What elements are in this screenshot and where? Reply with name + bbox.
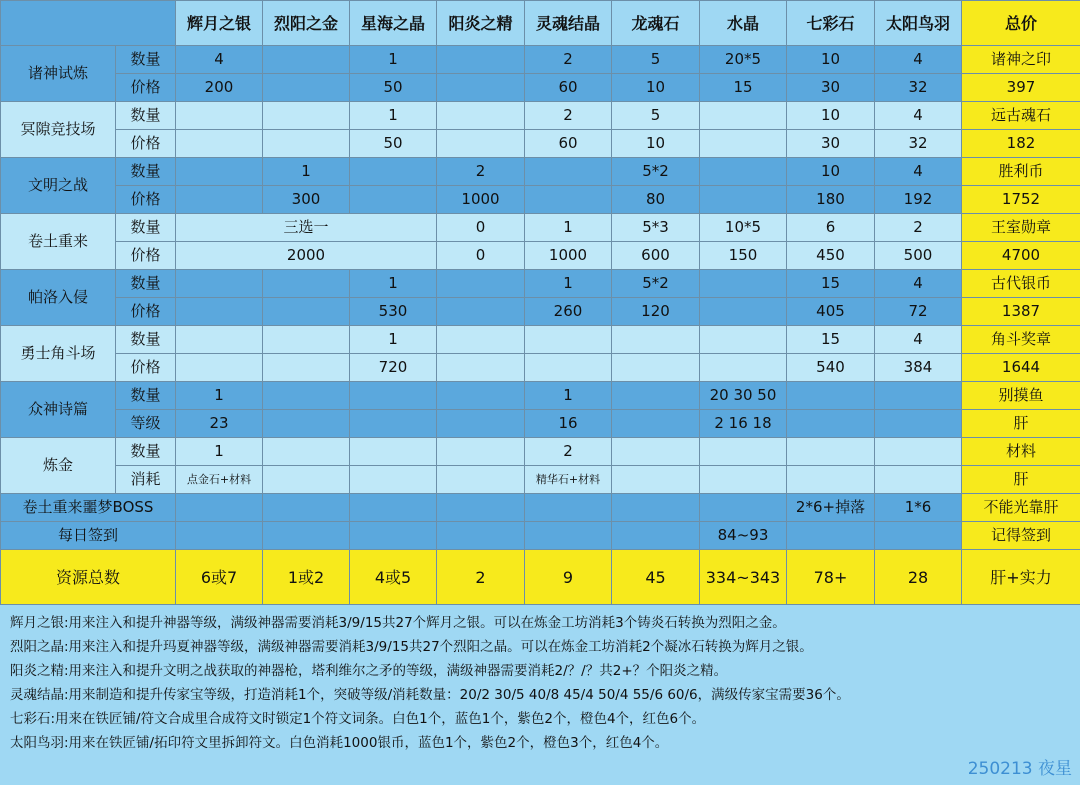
table-cell: 1 — [350, 102, 437, 130]
note-line: 七彩石:用来在铁匠铺/符文合成里合成符文时锁定1个符文词条。白色1个，蓝色1个，紫色2个，橙色4个，红色6个。 — [10, 711, 706, 727]
table-cell: 1000 — [525, 242, 612, 270]
table-cell: 10 — [787, 158, 875, 186]
table-cell — [263, 102, 350, 130]
row-category: 众神诗篇 — [1, 382, 116, 438]
table-cell — [700, 130, 787, 158]
table-cell — [437, 102, 525, 130]
table-cell — [176, 158, 263, 186]
table-row — [1, 298, 1080, 326]
row-sublabel: 数量 — [116, 270, 176, 298]
table-cell: 5*3 — [612, 214, 700, 242]
table-cell — [263, 466, 350, 494]
table-cell — [176, 130, 263, 158]
table-cell: 23 — [176, 410, 263, 438]
table-cell: 5*2 — [612, 158, 700, 186]
table-cell: 2 16 18 — [700, 410, 787, 438]
column-header: 太阳鸟羽 — [875, 1, 962, 46]
table-cell — [176, 522, 263, 550]
table-cell: 三选一 — [176, 214, 437, 242]
table-cell: 32 — [875, 130, 962, 158]
total-cell: 182 — [962, 130, 1080, 158]
table-cell: 2 — [525, 438, 612, 466]
table-cell — [700, 354, 787, 382]
note-line: 阳炎之精:用来注入和提升文明之战获取的神器枪，塔利维尔之矛的等级，满级神器需要消耗2/？/？共2+？个阳炎之精。 — [10, 663, 728, 679]
table-cell — [525, 522, 612, 550]
table-cell: 50 — [350, 130, 437, 158]
header-corner — [1, 1, 176, 46]
table-cell: 30 — [787, 130, 875, 158]
table-cell — [612, 382, 700, 410]
table-cell — [437, 270, 525, 298]
table-cell — [525, 354, 612, 382]
row-sublabel: 数量 — [116, 382, 176, 410]
total-cell: 397 — [962, 74, 1080, 102]
row-category: 诸神试炼 — [1, 46, 116, 102]
table-cell: 5*2 — [612, 270, 700, 298]
table-cell — [700, 326, 787, 354]
table-cell: 4 — [875, 326, 962, 354]
table-cell: 5 — [612, 46, 700, 74]
column-header: 龙魂石 — [612, 1, 700, 46]
table-cell: 20 30 50 — [700, 382, 787, 410]
table-row — [1, 466, 1080, 494]
row-sublabel: 等级 — [116, 410, 176, 438]
table-cell — [263, 410, 350, 438]
table-cell: 6 — [787, 214, 875, 242]
row-sublabel: 数量 — [116, 438, 176, 466]
row-sublabel: 价格 — [116, 130, 176, 158]
table-cell — [437, 130, 525, 158]
table-cell — [875, 466, 962, 494]
table-cell: 32 — [875, 74, 962, 102]
column-header: 水晶 — [700, 1, 787, 46]
row-category: 勇士角斗场 — [1, 326, 116, 382]
table-cell: 150 — [700, 242, 787, 270]
table-cell — [612, 354, 700, 382]
table-cell — [700, 298, 787, 326]
column-header: 星海之晶 — [350, 1, 437, 46]
table-row — [1, 494, 1080, 522]
table-cell: 1 — [176, 382, 263, 410]
total-cell: 诸神之印 — [962, 46, 1080, 74]
table-cell: 1 — [350, 46, 437, 74]
table-row — [1, 186, 1080, 214]
table-cell: 5 — [612, 102, 700, 130]
table-cell: 4 — [176, 46, 263, 74]
table-cell — [787, 466, 875, 494]
row-category: 每日签到 — [1, 522, 176, 550]
table-cell: 300 — [263, 186, 350, 214]
table-cell: 192 — [875, 186, 962, 214]
column-header: 烈阳之金 — [263, 1, 350, 46]
total-cell: 1387 — [962, 298, 1080, 326]
table-cell: 16 — [525, 410, 612, 438]
table-cell — [263, 46, 350, 74]
table-cell — [525, 186, 612, 214]
summary-cell: 6或7 — [176, 550, 263, 605]
table-cell: 1 — [525, 214, 612, 242]
table-cell: 72 — [875, 298, 962, 326]
row-sublabel: 价格 — [116, 298, 176, 326]
note-line: 太阳鸟羽:用来在铁匠铺/拓印符文里拆卸符文。白色消耗1000银币，蓝色1个，紫色2个，橙色3个，红色4个。 — [10, 735, 669, 751]
table-cell: 0 — [437, 242, 525, 270]
table-row — [1, 410, 1080, 438]
table-cell — [350, 522, 437, 550]
summary-cell: 9 — [525, 550, 612, 605]
table-cell — [350, 382, 437, 410]
note-line: 烈阳之晶:用来注入和提升玛夏神器等级，满级神器需要消耗3/9/15共27个烈阳之晶。可以在炼金工坊消耗2个凝冰石转换为辉月之银。 — [10, 639, 813, 655]
total-cell: 远古魂石 — [962, 102, 1080, 130]
table-cell: 30 — [787, 74, 875, 102]
row-category: 炼金 — [1, 438, 116, 494]
notes-section — [10, 611, 1076, 755]
table-row — [1, 326, 1080, 354]
table-cell — [176, 494, 263, 522]
table-cell: 15 — [787, 326, 875, 354]
summary-row — [1, 550, 1080, 605]
summary-cell: 1或2 — [263, 550, 350, 605]
table-cell — [787, 410, 875, 438]
row-sublabel: 消耗 — [116, 466, 176, 494]
table-cell: 15 — [787, 270, 875, 298]
total-cell: 古代银币 — [962, 270, 1080, 298]
total-cell: 王室勋章 — [962, 214, 1080, 242]
column-header: 辉月之银 — [176, 1, 263, 46]
table-cell — [263, 298, 350, 326]
table-cell — [176, 326, 263, 354]
column-header: 七彩石 — [787, 1, 875, 46]
row-sublabel: 数量 — [116, 158, 176, 186]
table-cell — [263, 438, 350, 466]
table-cell: 4 — [875, 46, 962, 74]
table-cell: 200 — [176, 74, 263, 102]
table-cell — [787, 522, 875, 550]
table-cell — [350, 158, 437, 186]
row-category: 卷土重来 — [1, 214, 116, 270]
table-row — [1, 438, 1080, 466]
table-cell — [700, 466, 787, 494]
table-cell — [263, 326, 350, 354]
table-cell: 20*5 — [700, 46, 787, 74]
total-cell: 记得签到 — [962, 522, 1080, 550]
table-cell: 1 — [350, 326, 437, 354]
total-cell: 4700 — [962, 242, 1080, 270]
table-row — [1, 74, 1080, 102]
table-cell: 50 — [350, 74, 437, 102]
table-cell — [176, 354, 263, 382]
table-cell: 2 — [875, 214, 962, 242]
table-cell — [437, 410, 525, 438]
row-sublabel: 数量 — [116, 214, 176, 242]
table-cell — [875, 382, 962, 410]
table-cell: 180 — [787, 186, 875, 214]
table-cell: 2*6+掉落 — [787, 494, 875, 522]
column-header: 阳炎之精 — [437, 1, 525, 46]
table-cell — [437, 382, 525, 410]
table-cell — [875, 522, 962, 550]
table-cell: 540 — [787, 354, 875, 382]
table-cell — [700, 158, 787, 186]
table-cell: 1 — [525, 382, 612, 410]
table-cell — [612, 438, 700, 466]
table-cell — [437, 46, 525, 74]
table-cell — [350, 466, 437, 494]
table-cell: 60 — [525, 130, 612, 158]
table-cell: 84~93 — [700, 522, 787, 550]
table-cell — [437, 438, 525, 466]
table-cell — [612, 410, 700, 438]
table-cell — [176, 270, 263, 298]
table-cell: 4 — [875, 158, 962, 186]
table-cell — [350, 410, 437, 438]
total-cell: 1752 — [962, 186, 1080, 214]
table-cell — [176, 186, 263, 214]
table-cell — [875, 410, 962, 438]
table-row — [1, 522, 1080, 550]
row-sublabel: 数量 — [116, 46, 176, 74]
table-cell — [350, 186, 437, 214]
table-cell: 450 — [787, 242, 875, 270]
row-category: 帕洛入侵 — [1, 270, 116, 326]
table-cell: 2 — [525, 46, 612, 74]
summary-total: 肝+实力 — [962, 550, 1080, 605]
table-cell: 10 — [787, 46, 875, 74]
table-cell: 15 — [700, 74, 787, 102]
table-cell — [263, 130, 350, 158]
table-row — [1, 130, 1080, 158]
header-row — [1, 1, 1080, 46]
author-signature: 250213 夜星 — [967, 759, 1072, 779]
table-cell: 720 — [350, 354, 437, 382]
table-cell — [263, 522, 350, 550]
row-sublabel: 数量 — [116, 326, 176, 354]
table-cell — [176, 102, 263, 130]
table-cell — [176, 298, 263, 326]
row-sublabel: 价格 — [116, 186, 176, 214]
table-row — [1, 46, 1080, 74]
table-cell — [875, 438, 962, 466]
total-cell: 胜利币 — [962, 158, 1080, 186]
table-cell: 405 — [787, 298, 875, 326]
summary-cell: 334~343 — [700, 550, 787, 605]
table-cell — [437, 354, 525, 382]
table-cell: 1 — [263, 158, 350, 186]
table-cell: 1 — [176, 438, 263, 466]
total-cell: 材料 — [962, 438, 1080, 466]
table-cell: 120 — [612, 298, 700, 326]
table-cell: 384 — [875, 354, 962, 382]
table-cell — [525, 494, 612, 522]
table-cell: 10*5 — [700, 214, 787, 242]
summary-cell: 2 — [437, 550, 525, 605]
table-cell — [437, 466, 525, 494]
table-cell: 2 — [437, 158, 525, 186]
table-cell — [612, 494, 700, 522]
row-sublabel: 价格 — [116, 354, 176, 382]
table-cell — [612, 522, 700, 550]
summary-cell: 78+ — [787, 550, 875, 605]
table-cell — [263, 382, 350, 410]
summary-cell: 4或5 — [350, 550, 437, 605]
table-cell — [437, 74, 525, 102]
table-row — [1, 214, 1080, 242]
table-cell — [437, 494, 525, 522]
table-cell — [350, 494, 437, 522]
table-row — [1, 270, 1080, 298]
table-cell: 2000 — [176, 242, 437, 270]
summary-cell: 45 — [612, 550, 700, 605]
table-cell: 4 — [875, 270, 962, 298]
table-cell: 1*6 — [875, 494, 962, 522]
row-sublabel: 价格 — [116, 74, 176, 102]
table-row — [1, 354, 1080, 382]
table-cell — [263, 270, 350, 298]
row-category: 冥隙竞技场 — [1, 102, 116, 158]
total-cell: 肝 — [962, 466, 1080, 494]
table-row — [1, 102, 1080, 130]
table-cell — [700, 270, 787, 298]
table-cell: 60 — [525, 74, 612, 102]
table-cell — [700, 438, 787, 466]
total-cell: 不能光靠肝 — [962, 494, 1080, 522]
table-cell — [612, 326, 700, 354]
table-cell — [263, 494, 350, 522]
row-sublabel: 价格 — [116, 242, 176, 270]
table-cell: 4 — [875, 102, 962, 130]
table-cell: 2 — [525, 102, 612, 130]
table-cell: 10 — [612, 74, 700, 102]
total-cell: 肝 — [962, 410, 1080, 438]
column-header: 灵魂结晶 — [525, 1, 612, 46]
table-row — [1, 382, 1080, 410]
table-cell — [700, 102, 787, 130]
note-line: 辉月之银:用来注入和提升神器等级，满级神器需要消耗3/9/15共27个辉月之银。可以在炼金工坊消耗3个铸炎石转换为烈阳之金。 — [10, 615, 786, 631]
table-cell — [263, 354, 350, 382]
summary-label: 资源总数 — [1, 550, 176, 605]
column-header-total: 总价 — [962, 1, 1080, 46]
table-cell: 530 — [350, 298, 437, 326]
table-cell: 点金石+材料 — [176, 466, 263, 494]
note-line: 灵魂结晶:用来制造和提升传家宝等级，打造消耗1个，突破等级/消耗数量：20/2 30/5 40/8 45/4 50/4 55/6 60/6，满级传家宝需要36个。 — [10, 687, 850, 703]
table-cell: 1000 — [437, 186, 525, 214]
table-cell — [525, 326, 612, 354]
table-cell — [437, 522, 525, 550]
table-cell — [700, 494, 787, 522]
table-cell — [787, 438, 875, 466]
table-cell: 10 — [612, 130, 700, 158]
total-cell: 别摸鱼 — [962, 382, 1080, 410]
table-cell: 精华石+材料 — [525, 466, 612, 494]
row-category: 文明之战 — [1, 158, 116, 214]
table-cell: 80 — [612, 186, 700, 214]
table-cell — [350, 438, 437, 466]
table-row — [1, 242, 1080, 270]
table-cell — [263, 74, 350, 102]
table-cell: 0 — [437, 214, 525, 242]
table-cell: 500 — [875, 242, 962, 270]
row-sublabel: 数量 — [116, 102, 176, 130]
table-cell — [437, 298, 525, 326]
row-category: 卷土重来噩梦BOSS — [1, 494, 176, 522]
total-cell: 角斗奖章 — [962, 326, 1080, 354]
total-cell: 1644 — [962, 354, 1080, 382]
table-cell: 260 — [525, 298, 612, 326]
table-cell: 1 — [350, 270, 437, 298]
table-cell: 10 — [787, 102, 875, 130]
table-cell — [525, 158, 612, 186]
table-cell: 600 — [612, 242, 700, 270]
summary-cell: 28 — [875, 550, 962, 605]
table-cell — [787, 382, 875, 410]
table-cell: 1 — [525, 270, 612, 298]
table-row — [1, 158, 1080, 186]
table-cell — [700, 186, 787, 214]
table-cell — [437, 326, 525, 354]
table-cell — [612, 466, 700, 494]
